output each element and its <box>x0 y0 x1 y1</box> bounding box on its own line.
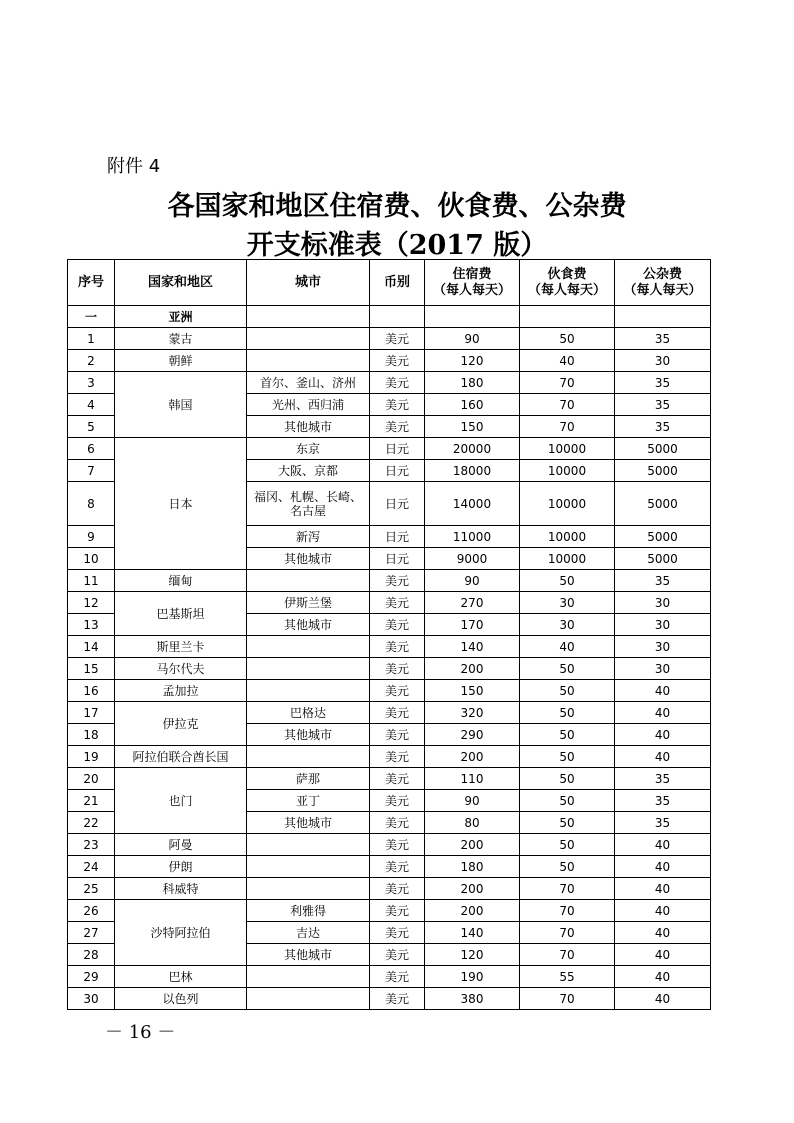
row-misc: 40 <box>615 944 711 966</box>
row-misc: 30 <box>615 658 711 680</box>
section-empty-cell <box>615 306 711 328</box>
table-row <box>68 966 711 988</box>
header-misc <box>615 260 711 306</box>
row-food: 50 <box>520 746 615 768</box>
row-city: 其他城市 <box>247 812 370 834</box>
row-number: 9 <box>68 526 115 548</box>
row-food: 50 <box>520 856 615 878</box>
row-number: 16 <box>68 680 115 702</box>
row-number: 17 <box>68 702 115 724</box>
header-lodging-unit: （每人每天） <box>432 282 511 298</box>
row-number: 26 <box>68 900 115 922</box>
row-number: 15 <box>68 658 115 680</box>
row-misc: 35 <box>615 372 711 394</box>
row-currency: 美元 <box>370 856 425 878</box>
row-city <box>247 350 370 372</box>
header-currency: 币别 <box>370 260 425 306</box>
row-food: 70 <box>520 900 615 922</box>
row-country: 伊朗 <box>115 856 247 878</box>
row-food: 50 <box>520 570 615 592</box>
row-country: 斯里兰卡 <box>115 636 247 658</box>
row-misc: 5000 <box>615 460 711 482</box>
row-food: 50 <box>520 724 615 746</box>
row-food: 10000 <box>520 482 615 526</box>
row-number: 21 <box>68 790 115 812</box>
row-city: 首尔、釜山、济州 <box>247 372 370 394</box>
table-row <box>68 592 711 614</box>
table-row <box>68 570 711 592</box>
header-food-label: 伙食费 <box>547 266 587 282</box>
row-currency: 美元 <box>370 834 425 856</box>
row-country: 沙特阿拉伯 <box>115 900 247 966</box>
row-country: 也门 <box>115 768 247 834</box>
row-number: 27 <box>68 922 115 944</box>
row-city: 新泻 <box>247 526 370 548</box>
row-misc: 30 <box>615 636 711 658</box>
row-currency: 美元 <box>370 416 425 438</box>
row-country: 马尔代夫 <box>115 658 247 680</box>
row-city: 利雅得 <box>247 900 370 922</box>
row-lodging: 290 <box>425 724 520 746</box>
row-food: 50 <box>520 812 615 834</box>
row-misc: 5000 <box>615 526 711 548</box>
row-city: 大阪、京都 <box>247 460 370 482</box>
row-number: 22 <box>68 812 115 834</box>
table-row <box>68 702 711 724</box>
row-food: 70 <box>520 878 615 900</box>
row-misc: 40 <box>615 834 711 856</box>
row-currency: 日元 <box>370 526 425 548</box>
row-city: 东京 <box>247 438 370 460</box>
row-currency: 日元 <box>370 482 425 526</box>
row-food: 50 <box>520 790 615 812</box>
row-city <box>247 834 370 856</box>
row-country: 巴基斯坦 <box>115 592 247 636</box>
row-lodging: 110 <box>425 768 520 790</box>
row-number: 8 <box>68 482 115 526</box>
row-country: 巴林 <box>115 966 247 988</box>
table-row <box>68 438 711 460</box>
row-misc: 5000 <box>615 548 711 570</box>
table-row <box>68 834 711 856</box>
table-row <box>68 988 711 1010</box>
row-currency: 美元 <box>370 900 425 922</box>
row-lodging: 120 <box>425 350 520 372</box>
row-currency: 美元 <box>370 944 425 966</box>
table-row <box>68 878 711 900</box>
row-lodging: 200 <box>425 658 520 680</box>
table-row <box>68 768 711 790</box>
row-lodging: 180 <box>425 372 520 394</box>
row-lodging: 200 <box>425 878 520 900</box>
row-misc: 35 <box>615 790 711 812</box>
row-city <box>247 680 370 702</box>
row-city <box>247 988 370 1010</box>
row-lodging: 190 <box>425 966 520 988</box>
row-number: 29 <box>68 966 115 988</box>
row-misc: 35 <box>615 328 711 350</box>
row-food: 30 <box>520 592 615 614</box>
row-food: 70 <box>520 416 615 438</box>
header-food <box>520 260 615 306</box>
row-misc: 40 <box>615 988 711 1010</box>
row-country: 朝鲜 <box>115 350 247 372</box>
header-lodging-label: 住宿费 <box>452 266 492 282</box>
row-lodging: 90 <box>425 328 520 350</box>
row-city <box>247 636 370 658</box>
row-number: 7 <box>68 460 115 482</box>
row-lodging: 90 <box>425 570 520 592</box>
row-misc: 30 <box>615 614 711 636</box>
row-number: 30 <box>68 988 115 1010</box>
row-currency: 美元 <box>370 790 425 812</box>
section-empty-cell <box>425 306 520 328</box>
row-currency: 美元 <box>370 328 425 350</box>
row-misc: 40 <box>615 746 711 768</box>
row-city: 光州、西归浦 <box>247 394 370 416</box>
row-food: 70 <box>520 944 615 966</box>
row-number: 11 <box>68 570 115 592</box>
row-misc: 35 <box>615 394 711 416</box>
row-city: 其他城市 <box>247 416 370 438</box>
row-currency: 日元 <box>370 460 425 482</box>
table-row <box>68 680 711 702</box>
row-currency: 美元 <box>370 350 425 372</box>
attachment-label: 附件 4 <box>107 156 161 177</box>
row-country: 以色列 <box>115 988 247 1010</box>
header-misc-unit: （每人每天） <box>623 282 702 298</box>
row-misc: 35 <box>615 768 711 790</box>
row-lodging: 200 <box>425 834 520 856</box>
row-number: 4 <box>68 394 115 416</box>
row-food: 70 <box>520 988 615 1010</box>
row-country: 蒙古 <box>115 328 247 350</box>
row-food: 70 <box>520 372 615 394</box>
row-misc: 5000 <box>615 438 711 460</box>
header-no: 序号 <box>68 260 115 306</box>
row-country: 孟加拉 <box>115 680 247 702</box>
row-food: 50 <box>520 658 615 680</box>
row-number: 10 <box>68 548 115 570</box>
row-misc: 35 <box>615 416 711 438</box>
row-currency: 美元 <box>370 394 425 416</box>
row-number: 13 <box>68 614 115 636</box>
row-misc: 40 <box>615 966 711 988</box>
row-city <box>247 328 370 350</box>
row-city: 伊斯兰堡 <box>247 592 370 614</box>
row-food: 10000 <box>520 438 615 460</box>
table-row <box>68 658 711 680</box>
row-number: 23 <box>68 834 115 856</box>
row-lodging: 320 <box>425 702 520 724</box>
row-city <box>247 966 370 988</box>
row-currency: 美元 <box>370 680 425 702</box>
row-number: 6 <box>68 438 115 460</box>
row-misc: 40 <box>615 724 711 746</box>
row-country: 阿曼 <box>115 834 247 856</box>
table-header-row <box>68 260 711 306</box>
allowance-table <box>67 259 711 1010</box>
row-lodging: 150 <box>425 416 520 438</box>
row-food: 70 <box>520 394 615 416</box>
row-food: 40 <box>520 350 615 372</box>
row-currency: 日元 <box>370 438 425 460</box>
table-row <box>68 636 711 658</box>
row-lodging: 9000 <box>425 548 520 570</box>
row-food: 10000 <box>520 460 615 482</box>
row-currency: 美元 <box>370 658 425 680</box>
row-misc: 40 <box>615 922 711 944</box>
row-currency: 美元 <box>370 988 425 1010</box>
row-city: 吉达 <box>247 922 370 944</box>
row-lodging: 140 <box>425 636 520 658</box>
row-food: 40 <box>520 636 615 658</box>
row-number: 14 <box>68 636 115 658</box>
table-row <box>68 350 711 372</box>
header-food-unit: （每人每天） <box>527 282 606 298</box>
section-empty-cell <box>247 306 370 328</box>
row-country: 阿拉伯联合酋长国 <box>115 746 247 768</box>
row-lodging: 170 <box>425 614 520 636</box>
row-country: 科威特 <box>115 878 247 900</box>
row-city: 福冈、札幌、长崎、名古屋 <box>247 482 370 526</box>
table-row <box>68 372 711 394</box>
row-misc: 5000 <box>615 482 711 526</box>
row-food: 30 <box>520 614 615 636</box>
table-row <box>68 328 711 350</box>
row-food: 10000 <box>520 526 615 548</box>
row-city: 亚丁 <box>247 790 370 812</box>
row-currency: 美元 <box>370 372 425 394</box>
header-country: 国家和地区 <box>115 260 247 306</box>
row-misc: 40 <box>615 680 711 702</box>
row-lodging: 20000 <box>425 438 520 460</box>
row-number: 20 <box>68 768 115 790</box>
row-city: 其他城市 <box>247 614 370 636</box>
row-city: 其他城市 <box>247 724 370 746</box>
row-city: 其他城市 <box>247 944 370 966</box>
row-lodging: 14000 <box>425 482 520 526</box>
section-empty-cell <box>520 306 615 328</box>
section-number: 一 <box>68 306 115 328</box>
row-number: 24 <box>68 856 115 878</box>
row-lodging: 380 <box>425 988 520 1010</box>
row-misc: 40 <box>615 900 711 922</box>
row-currency: 日元 <box>370 548 425 570</box>
row-misc: 40 <box>615 878 711 900</box>
table-row <box>68 900 711 922</box>
row-currency: 美元 <box>370 614 425 636</box>
table-row <box>68 856 711 878</box>
row-country: 日本 <box>115 438 247 570</box>
row-food: 50 <box>520 680 615 702</box>
row-country: 韩国 <box>115 372 247 438</box>
section-row <box>68 306 711 328</box>
row-country: 缅甸 <box>115 570 247 592</box>
row-city <box>247 658 370 680</box>
page-subtitle: 开支标准表（2017 版） <box>246 230 548 261</box>
row-misc: 35 <box>615 570 711 592</box>
row-food: 70 <box>520 922 615 944</box>
row-city <box>247 746 370 768</box>
row-lodging: 180 <box>425 856 520 878</box>
row-currency: 美元 <box>370 768 425 790</box>
row-country: 伊拉克 <box>115 702 247 746</box>
row-misc: 30 <box>615 592 711 614</box>
row-lodging: 200 <box>425 900 520 922</box>
row-currency: 美元 <box>370 724 425 746</box>
row-food: 50 <box>520 768 615 790</box>
row-number: 3 <box>68 372 115 394</box>
row-currency: 美元 <box>370 812 425 834</box>
row-currency: 美元 <box>370 702 425 724</box>
row-lodging: 18000 <box>425 460 520 482</box>
row-currency: 美元 <box>370 966 425 988</box>
row-lodging: 270 <box>425 592 520 614</box>
row-food: 55 <box>520 966 615 988</box>
row-misc: 40 <box>615 856 711 878</box>
row-lodging: 90 <box>425 790 520 812</box>
row-currency: 美元 <box>370 636 425 658</box>
section-name: 亚洲 <box>115 306 247 328</box>
row-number: 1 <box>68 328 115 350</box>
row-lodging: 200 <box>425 746 520 768</box>
header-city: 城市 <box>247 260 370 306</box>
row-number: 28 <box>68 944 115 966</box>
header-lodging <box>425 260 520 306</box>
row-currency: 美元 <box>370 922 425 944</box>
row-city: 萨那 <box>247 768 370 790</box>
row-food: 50 <box>520 328 615 350</box>
row-food: 50 <box>520 834 615 856</box>
row-city <box>247 856 370 878</box>
header-misc-label: 公杂费 <box>642 266 682 282</box>
row-city: 其他城市 <box>247 548 370 570</box>
row-lodging: 140 <box>425 922 520 944</box>
row-lodging: 80 <box>425 812 520 834</box>
row-food: 10000 <box>520 548 615 570</box>
row-number: 18 <box>68 724 115 746</box>
row-lodging: 160 <box>425 394 520 416</box>
page-title: 各国家和地区住宿费、伙食费、公杂费 <box>167 191 627 222</box>
row-lodging: 150 <box>425 680 520 702</box>
row-currency: 美元 <box>370 746 425 768</box>
row-currency: 美元 <box>370 592 425 614</box>
row-city: 巴格达 <box>247 702 370 724</box>
row-misc: 35 <box>615 812 711 834</box>
row-number: 2 <box>68 350 115 372</box>
row-lodging: 120 <box>425 944 520 966</box>
row-currency: 美元 <box>370 878 425 900</box>
row-lodging: 11000 <box>425 526 520 548</box>
row-currency: 美元 <box>370 570 425 592</box>
row-number: 5 <box>68 416 115 438</box>
section-empty-cell <box>370 306 425 328</box>
row-number: 25 <box>68 878 115 900</box>
row-food: 50 <box>520 702 615 724</box>
table-row <box>68 746 711 768</box>
row-misc: 40 <box>615 702 711 724</box>
row-number: 19 <box>68 746 115 768</box>
row-city <box>247 570 370 592</box>
row-city <box>247 878 370 900</box>
page-number: － 16 － <box>105 1022 176 1043</box>
row-misc: 30 <box>615 350 711 372</box>
row-number: 12 <box>68 592 115 614</box>
